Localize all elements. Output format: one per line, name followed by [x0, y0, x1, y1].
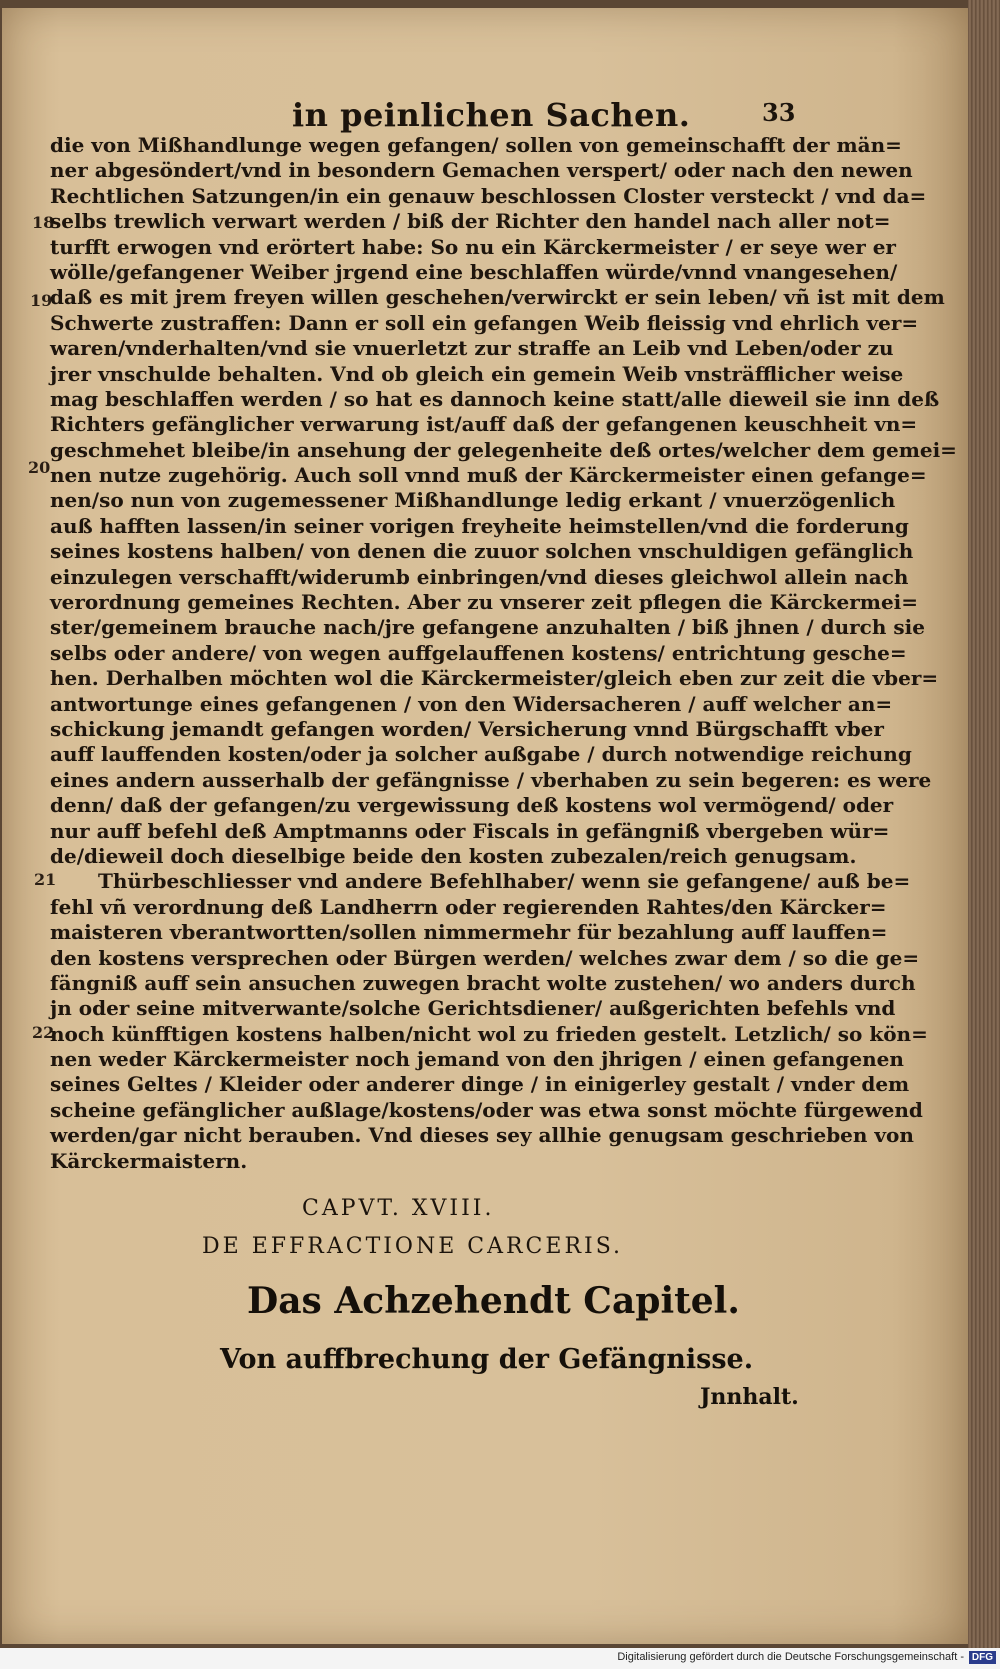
text-line: Schwerte zustraffen: Dann er soll ein gefangen Weib fleissig vnd ehrlich ver= [50, 310, 919, 335]
text-line: nen/so nun von zugemessener Mißhandlunge ledig erkant / vnuerzögenlich [50, 488, 896, 513]
text-line: denn/ daß der gefangen/zu vergewissung deß kostens wol vermögend/ oder [50, 793, 894, 818]
text-line: jn oder seine mitverwante/solche Gerichtsdiener/ außgerichten befehls vnd [50, 996, 896, 1021]
text-line: noch künfftigen kostens halben/nicht wol zu frieden gestelt. Letzlich/ so kön= [50, 1021, 928, 1046]
text-line: daß es mit jrem freyen willen geschehen/verwirckt er sein leben/ vñ ist mit dem [50, 285, 945, 310]
text-line: fängniß auff sein ansuchen zuwegen bracht wolte zustehen/ wo anders durch [50, 970, 916, 995]
running-title: in peinlichen Sachen. [292, 96, 691, 134]
page-header [2, 96, 970, 136]
text-line: ster/gemeinem brauche nach/jre gefangene anzuhalten / biß jhnen / durch sie [50, 615, 925, 640]
text-line: scheine gefänglicher außlage/kostens/oder was etwa sonst möchte fürgewend [50, 1097, 923, 1122]
text-line: Kärckermaistern. [50, 1148, 248, 1173]
text-line: ner abgesöndert/vnd in besondern Gemachen verspert/ oder nach den newen [50, 158, 913, 183]
text-line: jrer vnschulde behalten. Vnd ob gleich ein gemein Weib vnsträfflicher weise [50, 361, 904, 386]
text-line: den kostens versprechen oder Bürgen werden/ welches zwar dem / so die ge= [50, 945, 920, 970]
body-text [50, 133, 957, 1174]
margin-number: 20 [28, 458, 51, 477]
text-line: schickung jemandt gefangen worden/ Versicherung vnnd Bürgschafft vber [50, 716, 884, 741]
text-line: mag beschlaffen werden / so hat es dannoch keine statt/alle dieweil sie inn deß [50, 386, 940, 411]
text-line: selbs trewlich verwart werden / biß der Richter den handel nach aller not= [50, 209, 891, 234]
text-line: geschmehet bleibe/in ansehung der gelegenheite deß ortes/welcher dem gemei= [50, 437, 957, 462]
text-line: nen weder Kärckermeister noch jemand von den jhrigen / einen gefangenen [50, 1047, 904, 1072]
text-line: Thürbeschliesser vnd andere Befehlhaber/ wenn sie gefangene/ auß be= [98, 869, 911, 894]
text-line: nen nutze zugehörig. Auch soll vnnd muß der Kärckermeister einen gefange= [50, 463, 927, 488]
digitization-footer [0, 1648, 1000, 1669]
text-line: waren/vnderhalten/vnd sie vnuerletzt zur straffe an Leib vnd Leben/oder zu [50, 336, 894, 361]
text-line: werden/gar nicht berauben. Vnd dieses sey allhie genugsam geschrieben von [50, 1123, 914, 1148]
text-line: einzulegen verschafft/widerumb einbringen/vnd dieses gleichwol allein nach [50, 564, 909, 589]
text-line: eines andern ausserhalb der gefängnisse / vberhaben zu sein begeren: es were [50, 767, 932, 792]
page-edge [968, 0, 1000, 1648]
margin-number: 19 [30, 291, 53, 310]
text-line: seines Geltes / Kleider oder anderer dinge / in einigerley gestalt / vnder dem [50, 1072, 910, 1097]
text-line: auff lauffenden kosten/oder ja solcher außgabe / durch notwendige reichung [50, 742, 912, 767]
text-line: die von Mißhandlunge wegen gefangen/ sollen von gemeinschafft der män= [50, 133, 902, 157]
german-chapter-title: Das Achzehendt Capitel. [247, 1280, 740, 1322]
text-line: wölle/gefangener Weiber jrgend eine beschlaffen würde/vnnd vnangesehen/ [50, 259, 898, 284]
chapter-number: CAPVT. XVIII. [302, 1196, 495, 1221]
footer-credit: Digitalisierung gefördert durch die Deutsche Forschungsgemeinschaft - [617, 1651, 964, 1663]
margin-number: 21 [34, 870, 57, 889]
text-line: nur auff befehl deß Amptmanns oder Fiscals in gefängniß vbergeben wür= [50, 818, 890, 843]
text-line: Rechtlichen Satzungen/in ein genauw beschlossen Closter versteckt / vnd da= [50, 183, 927, 208]
text-line: turfft erwogen vnd erörtert habe: So nu ein Kärckermeister / er seye wer er [50, 234, 896, 259]
text-line: antwortunge eines gefangenen / von den Widersacheren / auff welcher an= [50, 691, 893, 716]
text-line: fehl vñ verordnung deß Landherrn oder regierenden Rahtes/den Kärcker= [50, 894, 887, 919]
book-page [2, 8, 970, 1644]
latin-chapter-title: DE EFFRACTIONE CARCERIS. [202, 1234, 623, 1259]
catchword: Jnnhalt. [700, 1384, 799, 1410]
text-line: selbs oder andere/ von wegen auffgelauffenen kostens/ entrichtung gesche= [50, 640, 907, 665]
text-line: seines kostens halben/ von denen die zuuor solchen vnschuldigen gefänglich [50, 539, 914, 564]
text-line: maisteren vberantwortten/sollen nimmermehr für bezahlung auff lauffen= [50, 920, 888, 945]
dfg-logo: DFG [969, 1651, 996, 1664]
margin-number: 22 [32, 1023, 55, 1042]
text-line: Richters gefänglicher verwarung ist/auff daß der gefangenen keuschheit vn= [50, 412, 918, 437]
text-line: verordnung gemeines Rechten. Aber zu vnserer zeit pflegen die Kärckermei= [50, 590, 919, 615]
margin-number: 18 [32, 213, 55, 232]
text-line: de/dieweil doch dieselbige beide den kosten zubezalen/reich genugsam. [50, 843, 857, 868]
text-line: hen. Derhalben möchten wol die Kärckermeister/gleich eben zur zeit die vber= [50, 666, 939, 691]
text-line: auß hafften lassen/in seiner vorigen freyheite heimstellen/vnd die forderung [50, 513, 909, 538]
german-chapter-subtitle: Von auffbrechung der Gefängnisse. [220, 1344, 754, 1375]
page-number: 33 [762, 98, 796, 127]
